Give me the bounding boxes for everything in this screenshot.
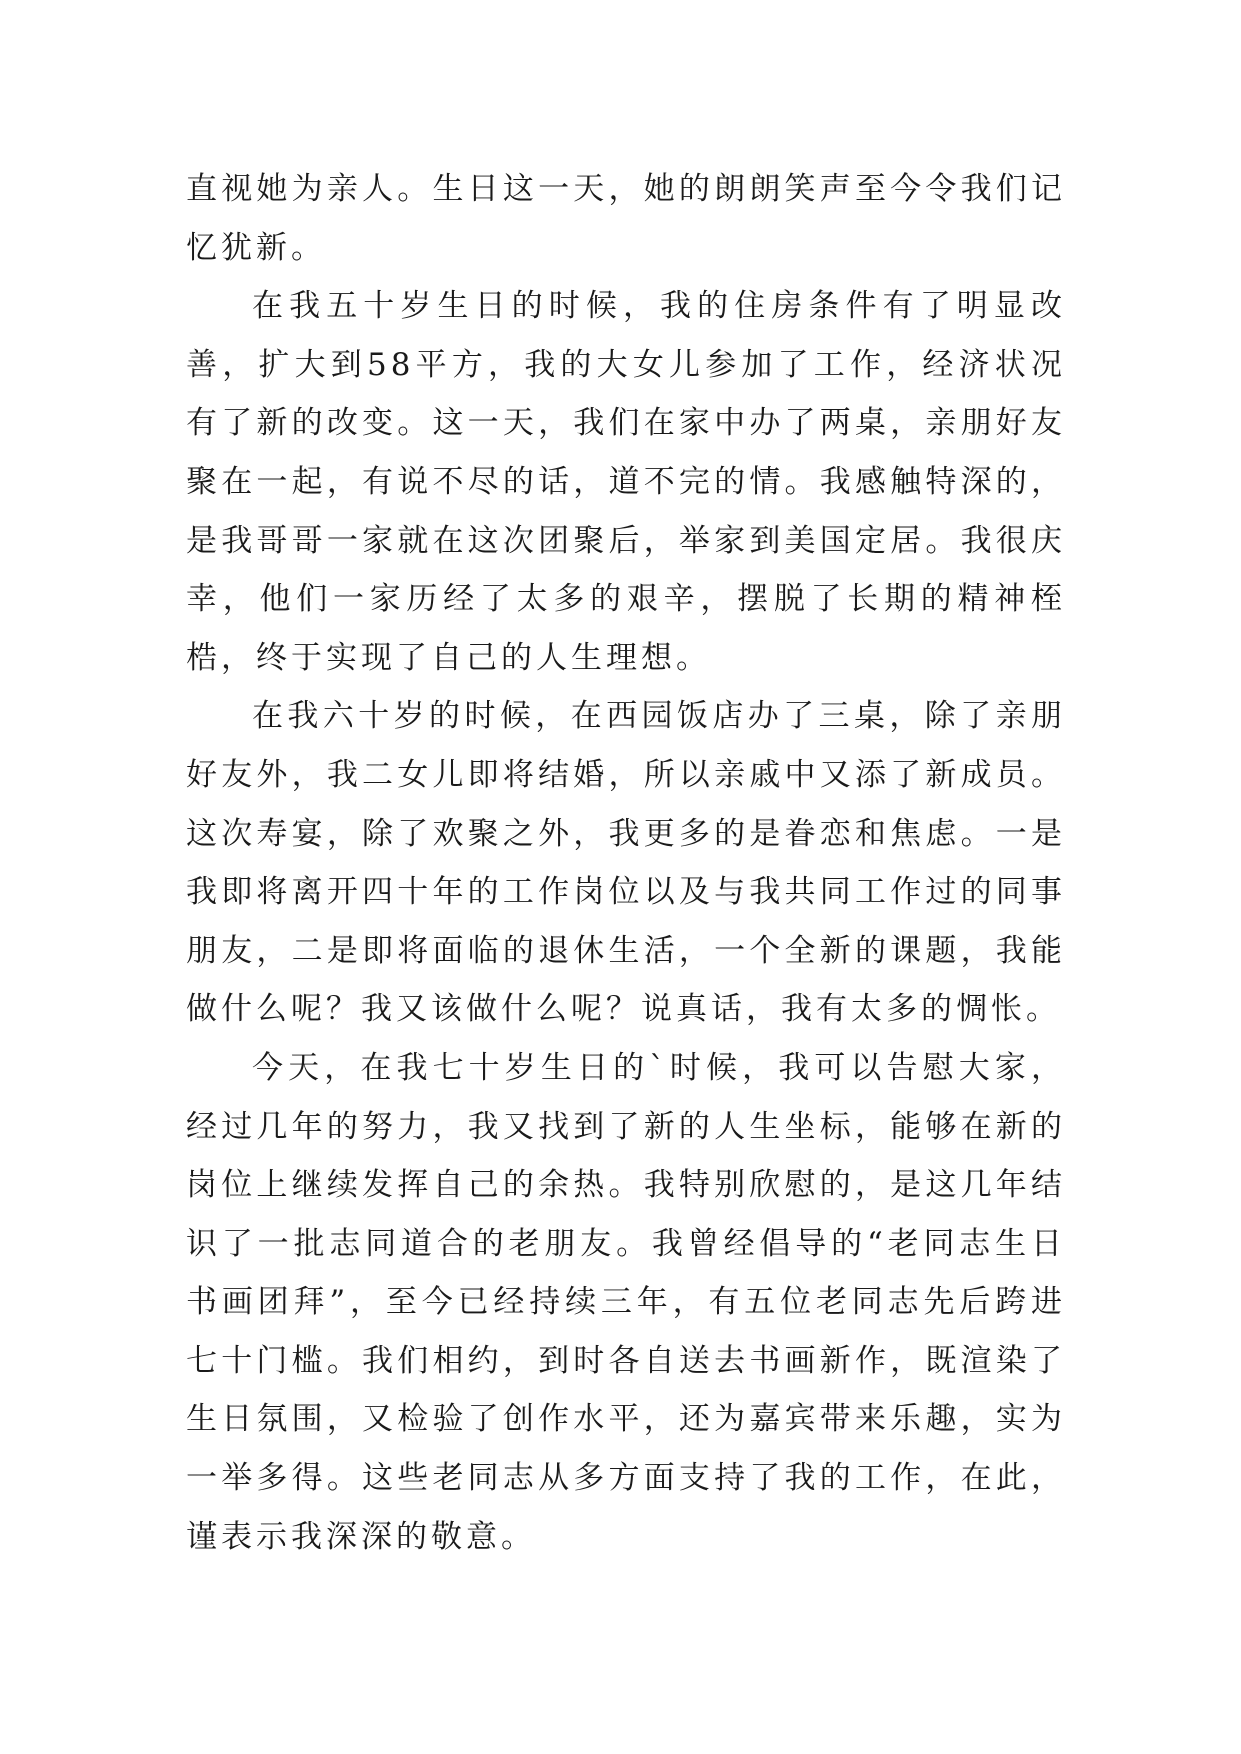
paragraph-1: 直视她为亲人。生日这一天，她的朗朗笑声至今令我们记忆犹新。 <box>186 171 1066 266</box>
document-body <box>186 160 1066 1566</box>
paragraph-4: 今天，在我七十岁生日的`时候，我可以告慰大家，经过几年的努力，我又找到了新的人生坐标，能够在新的岗位上继续发挥自己的余热。我特别欣慰的，是这几年结识了一批志同道合的老朋友。我曾经倡导的“老同志生日书画团拜”，至今已经持续三年，有五位老同志先后跨进七十门槛。我们相约，到时各自送去书画新作，既渲染了生日氛围，又检验了创作水平，还为嘉宾带来乐趣，实为一举多得。这些老同志从多方面支持了我的工作，在此，谨表示我深深的敬意。 <box>186 1049 1066 1555</box>
paragraph-2: 在我五十岁生日的时候，我的住房条件有了明显改善，扩大到58平方，我的大女儿参加了工作，经济状况有了新的改变。这一天，我们在家中办了两桌，亲朋好友聚在一起，有说不尽的话，道不完的情。我感触特深的，是我哥哥一家就在这次团聚后，举家到美国定居。我很庆幸，他们一家历经了太多的艰辛，摆脱了长期的精神桎梏，终于实现了自己的人生理想。 <box>186 288 1066 676</box>
paragraph-3: 在我六十岁的时候，在西园饭店办了三桌，除了亲朋好友外，我二女儿即将结婚，所以亲戚中又添了新成员。这次寿宴，除了欢聚之外，我更多的是眷恋和焦虑。一是我即将离开四十年的工作岗位以及与我共同工作过的同事朋友，二是即将面临的退休生活，一个全新的课题，我能做什么呢？我又该做什么呢？说真话，我有太多的惆怅。 <box>186 698 1066 1028</box>
